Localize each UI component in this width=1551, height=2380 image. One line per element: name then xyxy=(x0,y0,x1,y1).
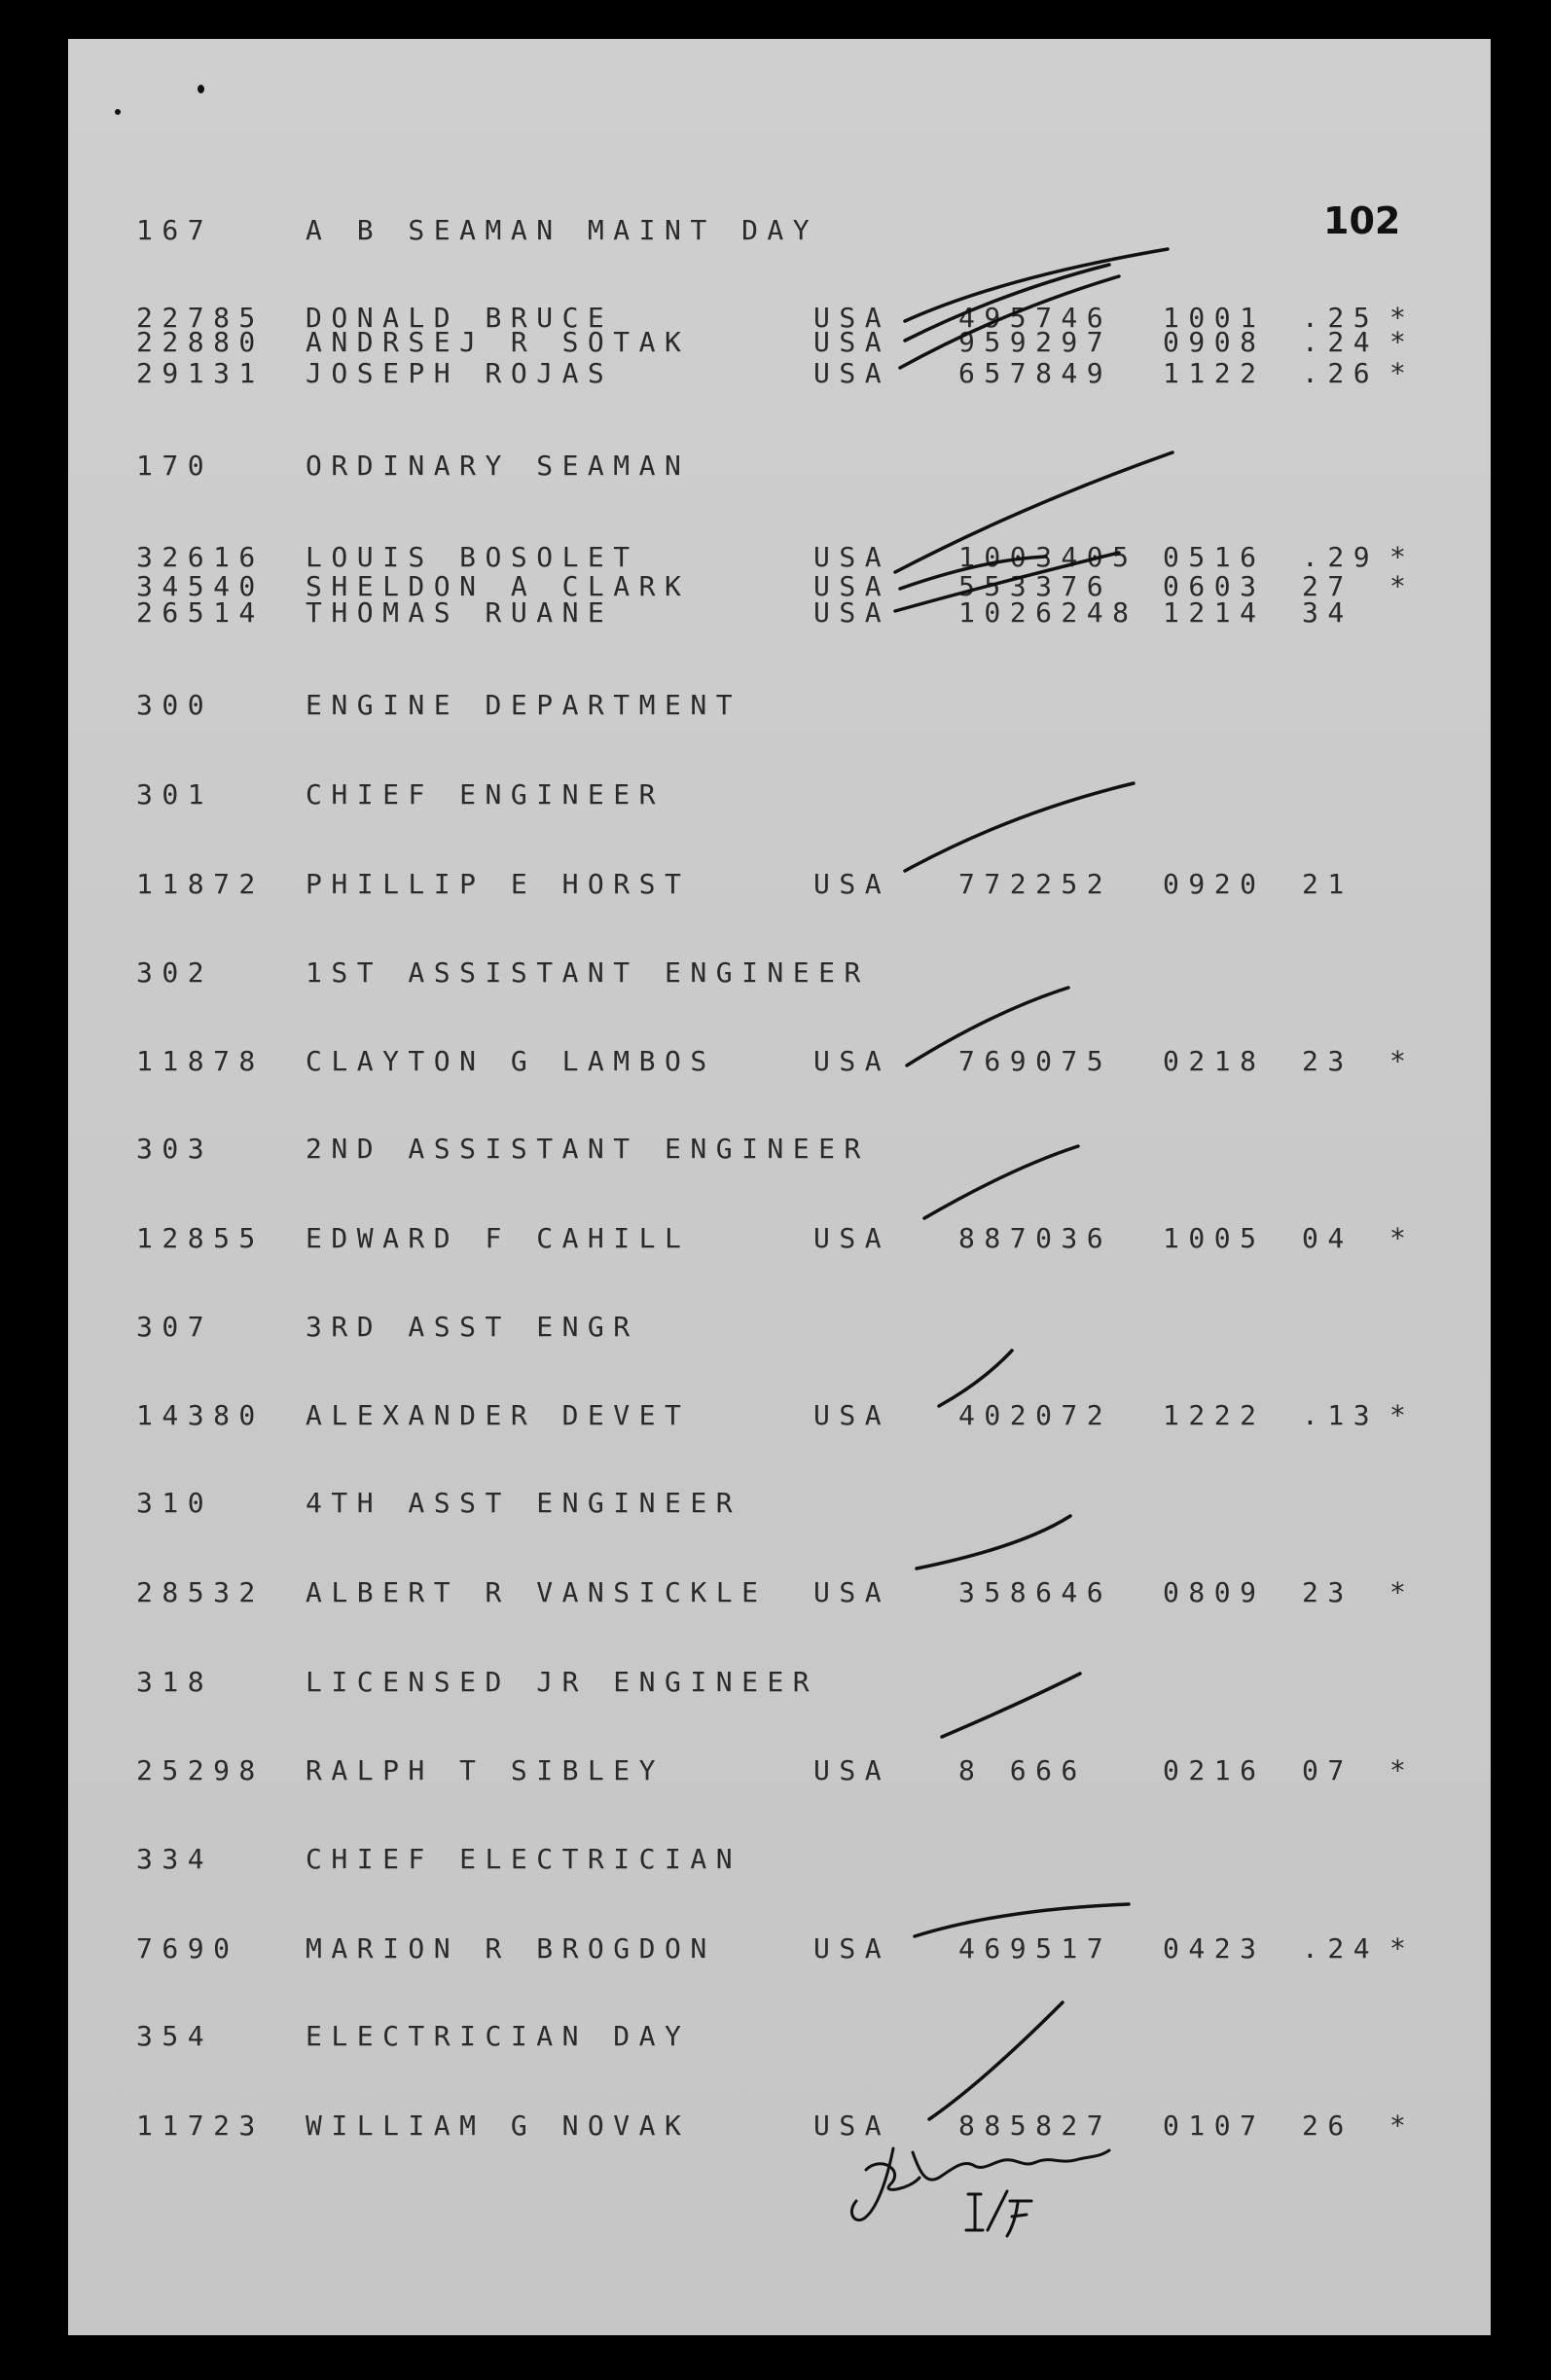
value: 27 xyxy=(1302,570,1353,602)
star-mark: * xyxy=(1389,541,1416,573)
nationality: USA xyxy=(813,596,891,629)
section-code: 302 xyxy=(136,956,214,989)
section-title: CHIEF ELECTRICIAN xyxy=(306,1843,742,1875)
section-title: 1ST ASSISTANT ENGINEER xyxy=(306,956,870,989)
document-number: 469517 xyxy=(958,1932,1113,1965)
crew-name: PHILLIP E HORST xyxy=(306,868,691,900)
nationality: USA xyxy=(813,541,891,573)
nationality: USA xyxy=(813,1576,891,1608)
section-code: 354 xyxy=(136,2020,214,2052)
crew-name: MARION R BROGDON xyxy=(306,1932,716,1965)
date-code: 0423 xyxy=(1163,1932,1266,1965)
value: .29 xyxy=(1302,541,1380,573)
date-code: 1222 xyxy=(1163,1399,1266,1431)
crew-name: LOUIS BOSOLET xyxy=(306,541,639,573)
value: .24 xyxy=(1302,1932,1380,1965)
date-code: 0809 xyxy=(1163,1576,1266,1608)
star-mark: * xyxy=(1389,2110,1416,2142)
date-code: 0920 xyxy=(1163,868,1266,900)
value: 26 xyxy=(1302,2110,1353,2142)
document-number: 358646 xyxy=(958,1576,1113,1608)
section-code: 307 xyxy=(136,1311,214,1343)
nationality: USA xyxy=(813,1754,891,1786)
star-mark: * xyxy=(1389,357,1416,389)
crew-name: JOSEPH ROJAS xyxy=(306,357,614,389)
section-title: 4TH ASST ENGINEER xyxy=(306,1487,742,1519)
section-code: 310 xyxy=(136,1487,214,1519)
value: .24 xyxy=(1302,326,1380,358)
crew-id: 22785 xyxy=(136,302,265,334)
crew-id: 29131 xyxy=(136,357,265,389)
section-title: LICENSED JR ENGINEER xyxy=(306,1666,819,1698)
crew-name: CLAYTON G LAMBOS xyxy=(306,1045,716,1077)
value: 34 xyxy=(1302,596,1353,629)
crew-name: EDWARD F CAHILL xyxy=(306,1222,691,1254)
nationality: USA xyxy=(813,868,891,900)
nationality: USA xyxy=(813,1045,891,1077)
value: 07 xyxy=(1302,1754,1353,1786)
star-mark: * xyxy=(1389,302,1416,334)
document-number: 657849 xyxy=(958,357,1113,389)
document-number: 402072 xyxy=(958,1399,1113,1431)
crew-id: 11878 xyxy=(136,1045,265,1077)
date-code: 0516 xyxy=(1163,541,1266,573)
crew-id: 7690 xyxy=(136,1932,239,1965)
document-number: 1003405 xyxy=(958,541,1138,573)
section-title: 2ND ASSISTANT ENGINEER xyxy=(306,1133,870,1165)
document-number: 885827 xyxy=(958,2110,1113,2142)
value: 04 xyxy=(1302,1222,1353,1254)
date-code: 1214 xyxy=(1163,596,1266,629)
crew-id: 11723 xyxy=(136,2110,265,2142)
star-mark: * xyxy=(1389,570,1416,602)
section-code: 301 xyxy=(136,778,214,811)
star-mark: * xyxy=(1389,1576,1416,1608)
nationality: USA xyxy=(813,326,891,358)
nationality: USA xyxy=(813,302,891,334)
date-code: 0218 xyxy=(1163,1045,1266,1077)
value: 23 xyxy=(1302,1576,1353,1608)
star-mark: * xyxy=(1389,1399,1416,1431)
section-code: 303 xyxy=(136,1133,214,1165)
section-title: ORDINARY SEAMAN xyxy=(306,450,691,482)
section-code: 300 xyxy=(136,689,214,721)
value: 21 xyxy=(1302,868,1353,900)
document-number: 887036 xyxy=(958,1222,1113,1254)
crew-id: 11872 xyxy=(136,868,265,900)
crew-name: SHELDON A CLARK xyxy=(306,570,691,602)
nationality: USA xyxy=(813,1932,891,1965)
document-number: 553376 xyxy=(958,570,1113,602)
section-code: 170 xyxy=(136,450,214,482)
nationality: USA xyxy=(813,1222,891,1254)
section-code: 318 xyxy=(136,1666,214,1698)
section-title: A B SEAMAN MAINT DAY xyxy=(306,214,819,246)
value: 23 xyxy=(1302,1045,1353,1077)
date-code: 0908 xyxy=(1163,326,1266,358)
value: .13 xyxy=(1302,1399,1380,1431)
date-code: 1122 xyxy=(1163,357,1266,389)
date-code: 1005 xyxy=(1163,1222,1266,1254)
document-number: 495746 xyxy=(958,302,1113,334)
nationality: USA xyxy=(813,357,891,389)
crew-id: 25298 xyxy=(136,1754,265,1786)
crew-id: 32616 xyxy=(136,541,265,573)
crew-name: THOMAS RUANE xyxy=(306,596,614,629)
star-mark: * xyxy=(1389,1932,1416,1965)
section-title: CHIEF ENGINEER xyxy=(306,778,666,811)
section-code: 334 xyxy=(136,1843,214,1875)
nationality: USA xyxy=(813,570,891,602)
document-number: 8 666 xyxy=(958,1754,1087,1786)
date-code: 0216 xyxy=(1163,1754,1266,1786)
star-mark: * xyxy=(1389,1222,1416,1254)
date-code: 1001 xyxy=(1163,302,1266,334)
nationality: USA xyxy=(813,2110,891,2142)
star-mark: * xyxy=(1389,1045,1416,1077)
crew-name: DONALD BRUCE xyxy=(306,302,614,334)
crew-id: 12855 xyxy=(136,1222,265,1254)
crew-name: ALBERT R VANSICKLE xyxy=(306,1576,768,1608)
document-number: 769075 xyxy=(958,1045,1113,1077)
star-mark: * xyxy=(1389,326,1416,358)
section-code: 167 xyxy=(136,214,214,246)
crew-name: ANDRSEJ R SOTAK xyxy=(306,326,691,358)
document-number: 959297 xyxy=(958,326,1113,358)
section-title: 3RD ASST ENGR xyxy=(306,1311,639,1343)
nationality: USA xyxy=(813,1399,891,1431)
crew-name: WILLIAM G NOVAK xyxy=(306,2110,691,2142)
crew-id: 28532 xyxy=(136,1576,265,1608)
page-number: 102 xyxy=(1323,199,1401,242)
section-title: ENGINE DEPARTMENT xyxy=(306,689,742,721)
star-mark: * xyxy=(1389,1754,1416,1786)
crew-id: 26514 xyxy=(136,596,265,629)
document-number: 772252 xyxy=(958,868,1113,900)
date-code: 0107 xyxy=(1163,2110,1266,2142)
value: .25 xyxy=(1302,302,1380,334)
document-number: 1026248 xyxy=(958,596,1138,629)
section-title: ELECTRICIAN DAY xyxy=(306,2020,691,2052)
crew-id: 34540 xyxy=(136,570,265,602)
value: .26 xyxy=(1302,357,1380,389)
crew-id: 22880 xyxy=(136,326,265,358)
date-code: 0603 xyxy=(1163,570,1266,602)
crew-name: RALPH T SIBLEY xyxy=(306,1754,666,1786)
crew-name: ALEXANDER DEVET xyxy=(306,1399,691,1431)
crew-id: 14380 xyxy=(136,1399,265,1431)
